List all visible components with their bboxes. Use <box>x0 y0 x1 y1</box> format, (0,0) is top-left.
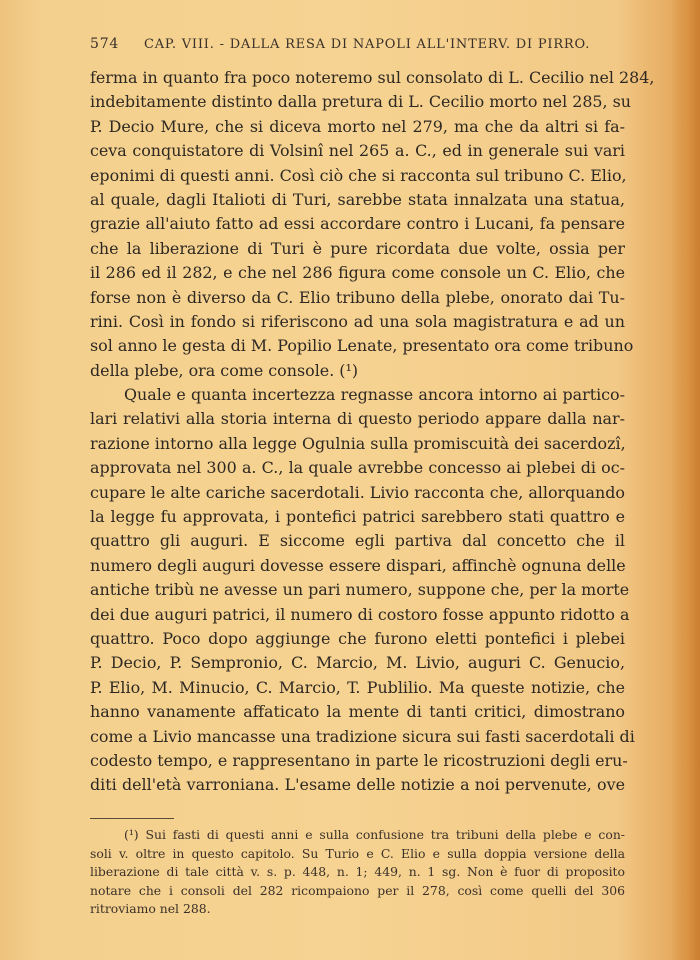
text-line: approvata nel 300 a. C., la quale avrebbe concesso ai plebei di oc- <box>90 458 625 478</box>
text-line: numero degli auguri dovesse essere dispari, affinchè ognuna delle <box>90 555 626 575</box>
footnote-divider <box>90 818 174 819</box>
text-line: ceva conquistatore di Volsinî nel 265 a. C., ed in generale sui vari <box>90 141 625 161</box>
text-line: come a Livio mancasse una tradizione sicura sui fasti sacerdotali di <box>90 726 635 746</box>
text-line: ferma in quanto fra poco noteremo sul consolato di L. Cecilio nel 284, <box>90 68 655 87</box>
footnote-line: liberazione di tale città v. s. p. 448, n. 1; 449, n. 1 sg. Non è fuor di proposito <box>90 864 625 880</box>
text-line: al quale, dagli Italioti di Turi, sarebbe stata innalzata una statua, <box>90 189 625 209</box>
running-title: CAP. VIII. - DALLA RESA DI NAPOLI ALL'INTERV. DI PIRRO. <box>144 37 591 52</box>
page-header <box>90 36 630 58</box>
text-line: grazie all'aiuto fatto ad essi accordare contro i Lucani, fa pensare <box>90 214 625 234</box>
text-line: che la liberazione di Turi è pure ricordata due volte, ossia per <box>90 238 625 258</box>
text-line: sol anno le gesta di M. Popilio Lenate, presentato ora come tribuno <box>90 336 634 356</box>
text-line: rini. Così in fondo si riferiscono ad una sola magistratura e ad un <box>90 311 625 331</box>
text-line: della plebe, ora come console. (¹) <box>90 360 359 380</box>
text-line: codesto tempo, e rappresentano in parte le ricostruzioni degli eru- <box>90 750 628 770</box>
page-edge-shadow <box>670 0 700 960</box>
footnote-line: notare che i consoli del 282 ricompaiono per il 278, così come quelli del 306 <box>90 882 625 898</box>
footnotes <box>90 826 625 919</box>
text-line: P. Decio, P. Sempronio, C. Marcio, M. Livio, auguri C. Genucio, <box>90 653 625 673</box>
text-line: eponimi di questi anni. Così ciò che si racconta sul tribuno C. Elio, <box>90 165 627 185</box>
text-line: P. Decio Mure, che si diceva morto nel 279, ma che da altri si fa- <box>90 116 625 136</box>
text-line: P. Elio, M. Minucio, C. Marcio, T. Publilio. Ma queste notizie, che <box>90 677 625 697</box>
text-line: quattro gli auguri. E siccome egli partiva dal concetto che il <box>90 531 625 551</box>
text-line: forse non è diverso da C. Elio tribuno della plebe, onorato dai Tu- <box>90 287 625 307</box>
text-line: quattro. Poco dopo aggiunge che furono eletti pontefici i plebei <box>90 628 625 648</box>
text-line: il 286 ed il 282, e che nel 286 figura come console un C. Elio, che <box>90 263 625 283</box>
text-line: dei due auguri patrici, il numero di costoro fosse appunto ridotto a <box>90 604 630 624</box>
text-line: lari relativi alla storia interna di questo periodo appare dalla nar- <box>90 409 625 429</box>
text-line: diti dell'età varroniana. L'esame delle notizie a noi pervenute, ove <box>90 775 625 795</box>
footnote-line: (¹) Sui fasti di questi anni e sulla confusione tra tribuni della plebe e con- <box>124 827 625 842</box>
body-text <box>90 66 655 798</box>
text-line: la legge fu approvata, i pontefici patrici sarebbero stati quattro e <box>90 507 625 527</box>
footnote-line: soli v. oltre in questo capitolo. Su Turio e C. Elio e sulla doppia versione della <box>90 845 625 861</box>
text-line: antiche tribù ne avesse un pari numero, suppone che, per la morte <box>90 580 630 600</box>
text-line: Quale e quanta incertezza regnasse ancora intorno ai partico- <box>124 385 625 405</box>
text-line: razione intorno alla legge Ogulnia sulla promiscuità dei sacerdozî, <box>90 433 626 453</box>
text-line: hanno vanamente affaticato la mente di tanti critici, dimostrano <box>90 702 625 722</box>
text-line: cupare le alte cariche sacerdotali. Livio racconta che, allorquando <box>90 482 625 502</box>
page-number: 574 <box>90 36 120 52</box>
text-line: indebitamente distinto dalla pretura di L. Cecilio morto nel 285, su <box>90 92 632 112</box>
footnote-line: ritroviamo nel 288. <box>90 901 211 917</box>
